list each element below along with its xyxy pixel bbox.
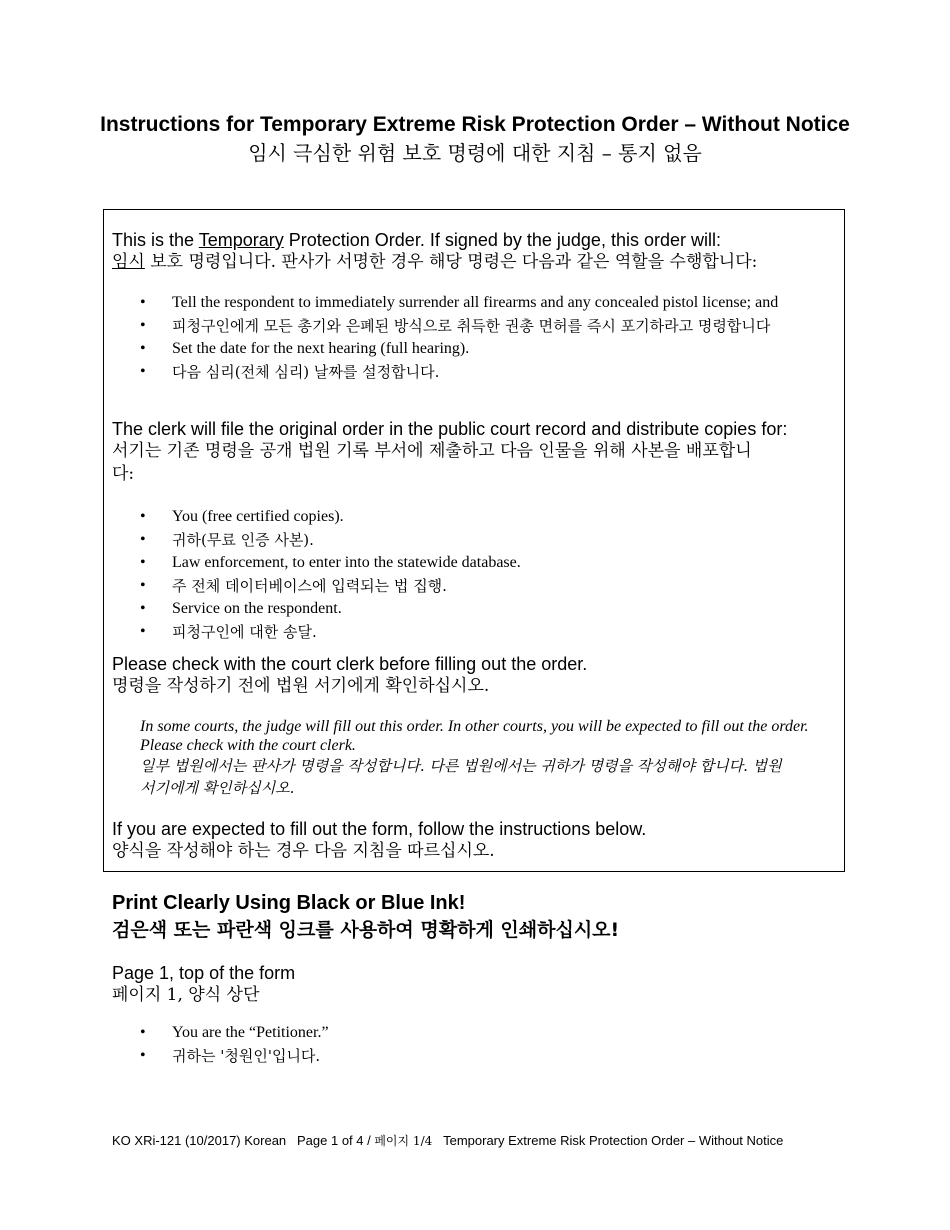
footer-page-number-korean: 페이지 1/4: [374, 1134, 433, 1148]
list-item: • You (free certified copies).: [140, 507, 830, 527]
list-item: • Law enforcement, to enter into the statewide database.: [140, 553, 830, 573]
list-item: • 피청구인에게 모든 총기와 은폐된 방식으로 취득한 권총 면허를 즉시 포기하라고 명령합니다: [140, 315, 772, 337]
page-footer: [112, 1133, 783, 1149]
expected-korean: 양식을 작성해야 하는 경우 다음 지침을 따르십시오.: [112, 841, 495, 861]
list-item: • Service on the respondent.: [140, 599, 830, 619]
list-item: • 귀하(무료 인증 사본).: [140, 529, 830, 551]
print-english: Print Clearly Using Black or Blue Ink!: [112, 892, 466, 914]
page1-english: Page 1, top of the form: [112, 963, 296, 983]
check-korean: 명령을 작성하기 전에 법원 서기에게 확인하십시오.: [112, 676, 490, 696]
list-item: • Set the date for the next hearing (full hearing).: [140, 339, 830, 359]
page1-korean: 페이지 1, 양식 상단: [112, 985, 260, 1005]
intro-korean-post: 보호 명령입니다. 판사가 서명한 경우 해당 명령은 다음과 같은 역할을 수행합니다:: [144, 252, 758, 272]
intro-text-post: Protection Order. If signed by the judge, this order will:: [283, 230, 721, 250]
print-korean: 검은색 또는 파란색 잉크를 사용하여 명확하게 인쇄하십시오!: [112, 919, 620, 941]
footer-doc-title: Temporary Extreme Risk Protection Order – Without Notice: [443, 1133, 784, 1148]
check-english: Please check with the court clerk before filling out the order.: [112, 654, 588, 674]
intro-english: [112, 229, 842, 251]
footer-form-id: KO XRi-121 (10/2017) Korean: [112, 1133, 287, 1148]
intro-text-pre: This is the: [112, 230, 199, 250]
list-item: • Tell the respondent to immediately surrender all firearms and any concealed pistol license; and: [140, 293, 830, 313]
title-english: Instructions for Temporary Extreme Risk Protection Order – Without Notice: [100, 113, 850, 136]
expected-paragraph: [112, 818, 832, 863]
courts-note: [140, 717, 830, 799]
expected-english: If you are expected to fill out the form, follow the instructions below.: [112, 819, 647, 839]
footer-page-number: Page 1 of 4 /: [297, 1133, 375, 1148]
clerk-english: The clerk will file the original order in the public court record and distribute copies for:: [112, 419, 788, 439]
page1-heading: [112, 962, 832, 1007]
list-item: • 피청구인에 대한 송달.: [140, 621, 830, 643]
intro-underlined-word: Temporary: [198, 230, 284, 250]
intro-korean-underlined: 임시: [112, 252, 145, 272]
list-item: • 귀하는 '청원인'입니다.: [140, 1045, 830, 1067]
list-item: • 주 전체 데이터베이스에 입력되는 법 집행.: [140, 575, 830, 597]
list-item: • 다음 심리(전체 심리) 날짜를 설정합니다.: [140, 361, 830, 383]
page-title: [100, 112, 850, 167]
check-paragraph: [112, 653, 832, 698]
print-clearly-heading: [112, 891, 619, 944]
note-english: In some courts, the judge will fill out this order. In other courts, you will be expected to fill out the order. Please check with the court clerk.: [140, 718, 809, 754]
intro-paragraph: [112, 229, 842, 274]
clerk-paragraph: [112, 418, 832, 486]
list-item: • You are the “Petitioner.”: [140, 1023, 830, 1043]
order-bullet-list: [140, 293, 830, 385]
clerk-korean: 서기는 기존 명령을 공개 법원 기록 부서에 제출하고 다음 인물을 위해 사본을 배포합니다:: [112, 441, 752, 484]
intro-korean: [112, 251, 842, 274]
page1-bullet-list: [140, 1023, 830, 1069]
copies-bullet-list: [140, 507, 830, 645]
title-korean: 임시 극심한 위험 보호 명령에 대한 지침 – 통지 없음: [248, 141, 702, 165]
note-korean: 일부 법원에서는 판사가 명령을 작성합니다. 다른 법원에서는 귀하가 명령을 작성해야 합니다. 법원 서기에게 확인하십시오.: [140, 757, 782, 797]
